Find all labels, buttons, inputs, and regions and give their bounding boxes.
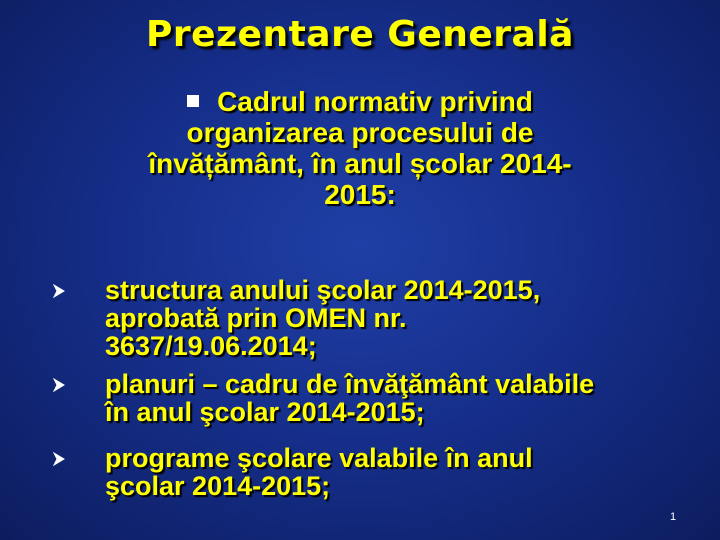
list-item: [105, 276, 695, 360]
list-item-line: aprobată prin OMEN nr.: [105, 303, 407, 333]
list-item-line: 3637/19.06.2014;: [105, 331, 317, 361]
list-item-line: programe şcolare valabile în anul: [105, 443, 533, 473]
list-item-line: structura anului şcolar 2014-2015,: [105, 275, 541, 305]
arrow-bullet-icon: [52, 284, 66, 298]
subtitle-line: învățământ, în anul școlar 2014-: [148, 148, 572, 179]
list-item: [105, 444, 695, 500]
page-number: 1: [670, 511, 677, 523]
list-item-line: planuri – cadru de învăţământ valabile: [105, 369, 595, 399]
subtitle-line: Cadrul normativ privind: [100, 86, 620, 117]
subtitle-block: [100, 86, 620, 210]
slide-title: Prezentare Generală: [146, 14, 574, 55]
list-item-line: şcolar 2014-2015;: [105, 471, 331, 501]
subtitle-line: 2015:: [324, 179, 396, 210]
square-bullet-icon: [187, 95, 199, 107]
list-item: [105, 370, 695, 426]
list-item-line: în anul şcolar 2014-2015;: [105, 397, 425, 427]
arrow-bullet-icon: [52, 452, 66, 466]
arrow-bullet-icon: [52, 378, 66, 392]
subtitle-line: organizarea procesului de: [186, 117, 534, 148]
